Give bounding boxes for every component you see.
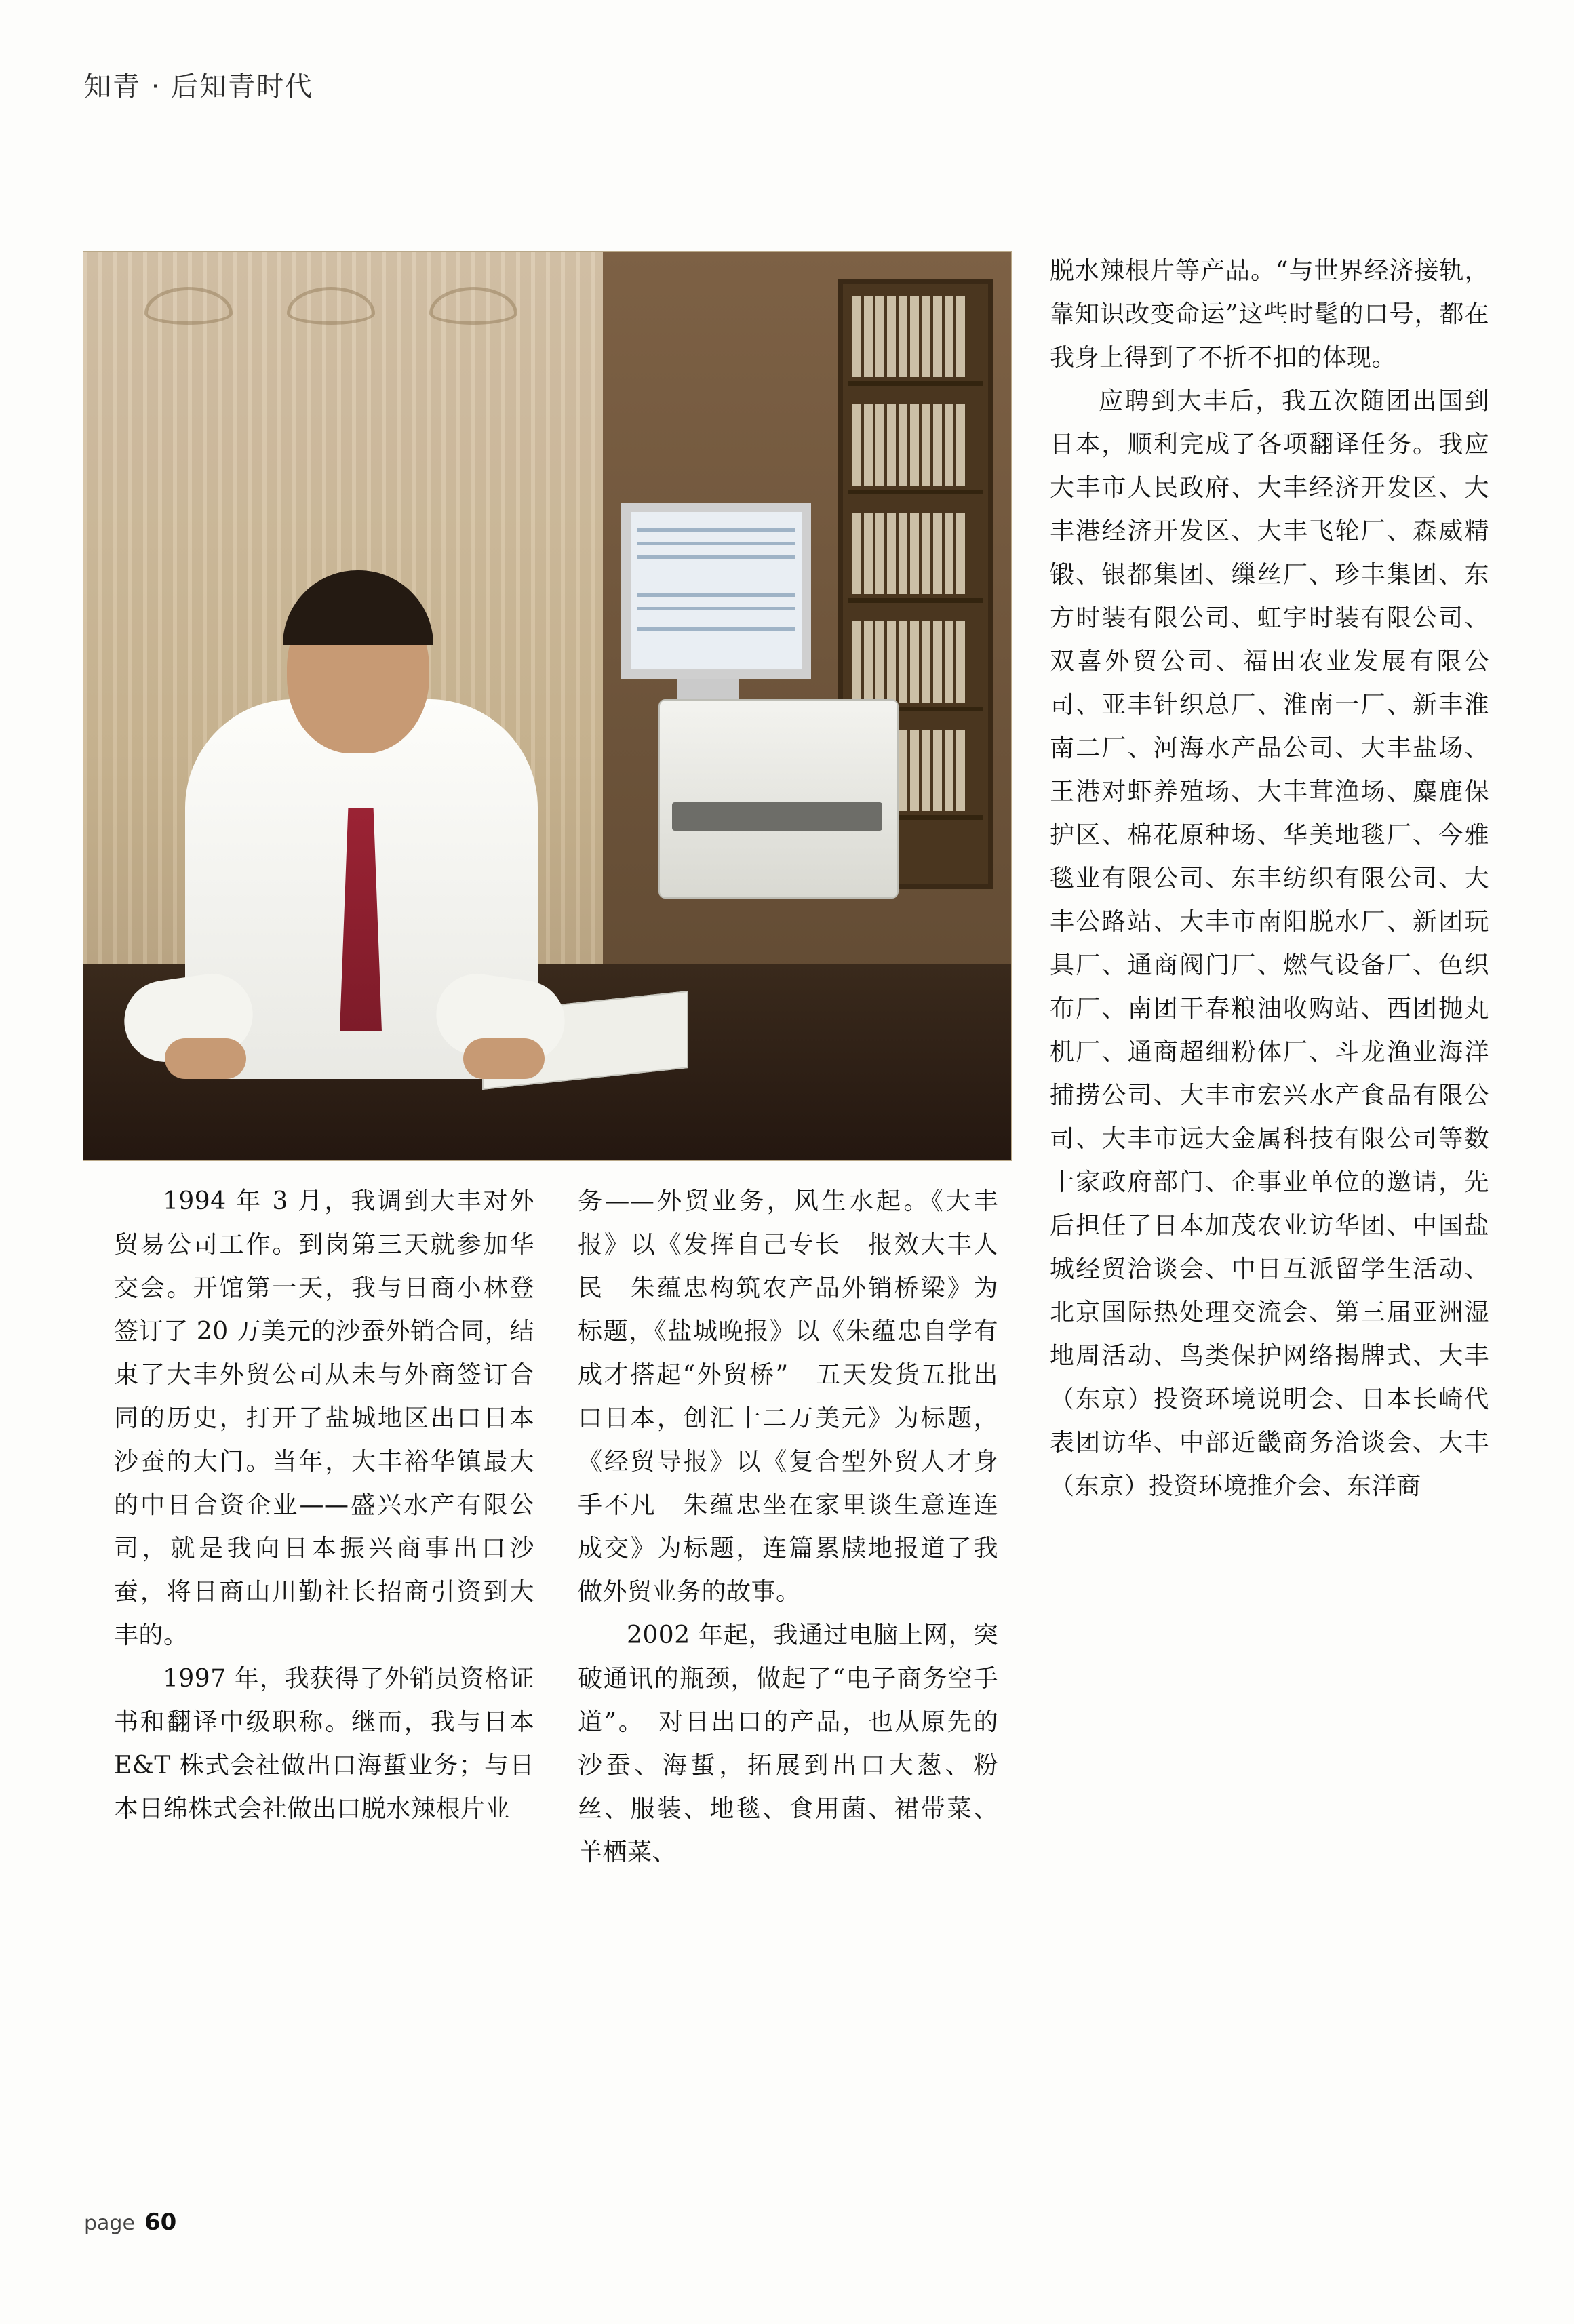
bookshelf-row bbox=[848, 393, 983, 494]
curtain-swag-icon bbox=[429, 287, 517, 325]
paragraph: 应聘到大丰后，我五次随团出国到日本，顺利完成了各项翻译任务。我应大丰市人民政府、大丰经济开发区、大丰港经济开发区、大丰飞轮厂、森威精锻、银都集团、缫丝厂、珍丰集团、东方时装有限公司、虹宇时装有限公司、双喜外贸公司、福田农业发展有限公司、亚丰针织总厂、淮南一厂、新丰淮南二厂、河海水产品公司、大丰盐场、王港对虾养殖场、大丰茸渔场、麋鹿保护区、棉花原种场、华美地毯厂、今雅毯业有限公司、东丰纺织有限公司、大丰公路站、大丰市南阳脱水厂、新团玩具厂、通商阀门厂、燃气设备厂、色织布厂、南团干春粮油收购站、西团抛丸机厂、通商超细粉体厂、斗龙渔业海洋捕捞公司、大丰市宏兴水产食品有限公司、大丰市远大金属科技有限公司等数十家政府部门、企事业单位的邀请，先后担任了日本加茂农业访华团、中国盐城经贸洽谈会、中日互派留学生活动、北京国际热处理交流会、第三届亚洲湿地周活动、鸟类保护网络揭牌式、大丰（东京）投资环境说明会、日本长崎代表团访华、中部近畿商务洽谈会、大丰（东京）投资环境推介会、东洋商 bbox=[1050, 387, 1489, 1500]
monitor-screen bbox=[631, 512, 802, 669]
paragraph: 2002 年起，我通过电脑上网，突破通讯的瓶颈，做起了“电子商务空手道”。 对日出口的产品，也从原先的沙蚕、海蜇，拓展到出口大葱、粉丝、服装、地毯、食用菌、裙带菜、羊栖菜、 bbox=[578, 1621, 998, 1866]
printer-panel bbox=[672, 802, 882, 831]
body-column-2 bbox=[578, 1180, 998, 1874]
body-column-1 bbox=[114, 1180, 534, 1831]
page-header: 知青 · 后知青时代 bbox=[84, 71, 314, 102]
curtain-swag-icon bbox=[144, 287, 233, 325]
paragraph: 务——外贸业务，风生水起。《大丰报》以《发挥自己专长 报效大丰人民 朱蕴忠构筑农产品外销桥梁》为标题，《盐城晚报》以《朱蕴忠自学有成才搭起“外贸桥” 五天发货五批出口日本，创汇十二万美元》为标题，《经贸导报》以《复合型外贸人才身手不凡 朱蕴忠坐在家里谈生意连连成交》为标题，连篇累牍地报道了我做外贸业务的故事。 bbox=[578, 1187, 998, 1606]
paragraph: 脱水辣根片等产品。“与世界经济接轨，靠知识改变命运”这些时髦的口号，都在我身上得到了不折不扣的体现。 bbox=[1050, 257, 1489, 372]
bookshelf-row bbox=[848, 501, 983, 603]
body-column-3 bbox=[1050, 250, 1489, 1508]
curtain-swag-icon bbox=[287, 287, 375, 325]
photo-person-hand-right bbox=[463, 1038, 545, 1079]
bookshelf-row bbox=[848, 284, 983, 386]
paragraph: 1994 年 3 月，我调到大丰对外贸易公司工作。到岗第三天就参加华交会。开馆第一天，我与日商小林登签订了 20 万美元的沙蚕外销合同，结束了大丰外贸公司从未与外商签订合同的历史，打开了盐城地区出口日本沙蚕的大门。当年，大丰裕华镇最大的中日合资企业——盛兴水产有限公司，就是我向日本振兴商事出口沙蚕，将日商山川勤社长招商引资到大丰的。 bbox=[114, 1187, 534, 1649]
page-number: 60 bbox=[144, 2209, 177, 2236]
footer-label: page bbox=[84, 2211, 135, 2235]
photo-person-hand-left bbox=[165, 1038, 246, 1079]
bookshelf-row bbox=[848, 610, 983, 711]
article-photo bbox=[83, 251, 1012, 1161]
page-footer bbox=[84, 2209, 176, 2236]
photo-monitor bbox=[621, 503, 811, 679]
photo-printer bbox=[658, 699, 899, 899]
paragraph: 1997 年，我获得了外销员资格证书和翻译中级职称。继而，我与日本 E&T 株式会社做出口海蜇业务；与日本日绵株式会社做出口脱水辣根片业 bbox=[114, 1665, 534, 1823]
